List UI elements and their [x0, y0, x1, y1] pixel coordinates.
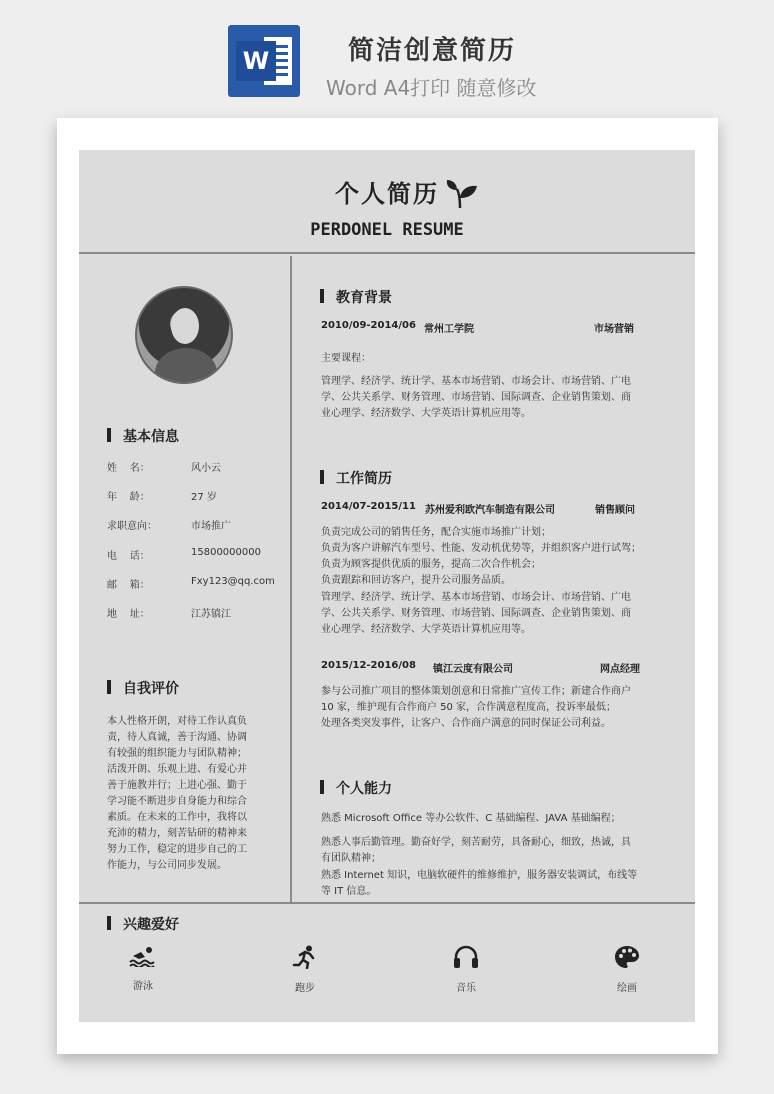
education-major: 市场营销 — [594, 324, 634, 335]
job-desc-line: 负责为顾客提供优质的服务，提高二次合作机会； — [321, 559, 541, 570]
hobby-label: 游泳 — [133, 981, 153, 992]
headphones-icon — [453, 945, 479, 969]
skills-line: 熟悉 Microsoft Office 等办公软件、C 基础编程、JAVA 基础编程； — [321, 813, 621, 824]
job-role: 网点经理 — [600, 664, 640, 675]
job-date: 2014/07-2015/11 — [321, 501, 416, 512]
paper — [57, 118, 718, 1054]
hobbies-heading: 兴趣爱好 — [123, 914, 179, 934]
info-value: Fxy123@qq.com — [191, 576, 275, 587]
info-label: 姓 名： — [107, 463, 150, 474]
info-value: 风小云 — [191, 463, 221, 474]
info-label: 邮 箱： — [107, 580, 150, 591]
self-eval-line: 本人性格开朗，对待工作认真负 — [107, 716, 247, 727]
job-date: 2015/12-2016/08 — [321, 660, 416, 671]
education-heading: 教育背景 — [336, 287, 392, 307]
banner-subtitle: Word A4打印 随意修改 — [326, 76, 537, 100]
job-company: 苏州爱利欧汽车制造有限公司 — [425, 505, 555, 516]
job-desc-line: 参与公司推广项目的整体策划创意和日常推广宣传工作；新建合作商户 — [321, 686, 631, 697]
hobby-music — [436, 945, 496, 994]
resume-title: 个人简历 — [335, 180, 439, 208]
self-eval-line: 努力工作，稳定的进步自己的工 — [107, 844, 247, 855]
self-eval-line: 责，待人真诚，善于沟通、协调 — [107, 732, 247, 743]
self-eval-line: 素质。在未来的工作中，我将以 — [107, 812, 247, 823]
job-company: 镇江云度有限公司 — [433, 664, 513, 675]
self-eval-line: 作能力，与公司同步发展。 — [107, 860, 227, 871]
education-course-label: 主要课程： — [321, 353, 371, 364]
info-row — [107, 605, 297, 619]
job-desc-line: 业心理学、经济数学、大学英语计算机应用等。 — [321, 624, 531, 635]
hobby-label: 绘画 — [617, 983, 637, 994]
sprout-icon — [445, 176, 479, 210]
hobby-label: 跑步 — [295, 983, 315, 994]
info-label: 电 话： — [107, 551, 150, 562]
info-value: 市场推广 — [191, 521, 231, 532]
hobby-swimming — [113, 945, 173, 992]
resume-sheet — [79, 150, 695, 1022]
info-row — [107, 517, 297, 531]
running-icon — [292, 945, 318, 969]
skills-line: 熟悉 Internet 知识，电脑软硬件的维修维护，服务器安装调试，布线等 — [321, 870, 638, 881]
resume-subtitle: PERDONEL RESUME — [310, 220, 464, 240]
skills-heading: 个人能力 — [336, 778, 392, 798]
work-heading: 工作简历 — [336, 468, 392, 488]
basic-info-heading: 基本信息 — [123, 426, 179, 446]
avatar — [135, 286, 233, 384]
self-eval-line: 有较强的组织能力与团队精神； — [107, 748, 247, 759]
skills-line: 有团队精神； — [321, 853, 381, 864]
job-desc-line: 10 家，维护现有合作商户 50 家，合作满意程度高，投诉率最低； — [321, 702, 616, 713]
info-label: 地 址： — [107, 609, 150, 620]
info-value: 15800000000 — [191, 547, 261, 558]
hobby-running — [275, 945, 335, 994]
skills-line: 等 IT 信息。 — [321, 886, 377, 897]
swimming-icon — [129, 945, 157, 967]
info-label: 求职意向： — [107, 521, 157, 532]
skills-line: 熟悉人事后勤管理。勤奋好学，刻苦耐劳，具备耐心，细致，热诚，具 — [321, 837, 631, 848]
banner — [0, 0, 774, 108]
info-row — [107, 576, 297, 590]
info-row — [107, 547, 297, 561]
self-eval-line: 善于施教并行；上进心强、勤于 — [107, 780, 247, 791]
job-desc-line: 学、公共关系学、财务管理、市场营销、国际调查、企业销售策划、商 — [321, 608, 631, 619]
education-course-line: 学、公共关系学、财务管理、市场营销、国际调查、企业销售策划、商 — [321, 392, 631, 403]
palette-icon — [614, 945, 640, 969]
education-course-line: 管理学、经济学、统计学、基本市场营销、市场会计、市场营销、广电 — [321, 376, 631, 387]
self-eval-line: 活泼开朗、乐观上进、有爱心并 — [107, 764, 247, 775]
job-desc-line: 负责完成公司的销售任务，配合实施市场推广计划； — [321, 527, 551, 538]
self-eval-line: 学习能不断进步自身能力和综合 — [107, 796, 247, 807]
education-course-line: 业心理学、经济数学、大学英语计算机应用等。 — [321, 408, 531, 419]
job-desc-line: 负责为客户讲解汽车型号、性能、发动机优势等，并组织客户进行试驾； — [321, 543, 641, 554]
hobby-divider — [79, 902, 695, 904]
info-value: 江苏镇江 — [191, 609, 231, 620]
job-desc-line: 处理各类突发事件，让客户、合作商户满意的同时保证公司利益。 — [321, 718, 611, 729]
hobby-painting — [597, 945, 657, 994]
header-divider — [79, 252, 695, 254]
info-row — [107, 459, 297, 473]
education-date: 2010/09-2014/06 — [321, 320, 416, 331]
banner-title: 简洁创意简历 — [348, 36, 517, 66]
word-letter: W — [236, 41, 276, 81]
info-label: 年 龄： — [107, 492, 150, 503]
job-desc-line: 管理学、经济学、统计学、基本市场营销、市场会计、市场营销、广电 — [321, 592, 631, 603]
self-eval-line: 充沛的精力，刻苦钻研的精神来 — [107, 828, 247, 839]
word-logo-icon — [228, 25, 300, 97]
job-role: 销售顾问 — [595, 505, 635, 516]
hobby-label: 音乐 — [456, 983, 476, 994]
self-eval-heading: 自我评价 — [123, 678, 179, 698]
info-value: 27 岁 — [191, 492, 217, 503]
info-row — [107, 488, 297, 502]
education-school: 常州工学院 — [424, 324, 474, 335]
job-desc-line: 负责跟踪和回访客户，提升公司服务品质。 — [321, 575, 511, 586]
